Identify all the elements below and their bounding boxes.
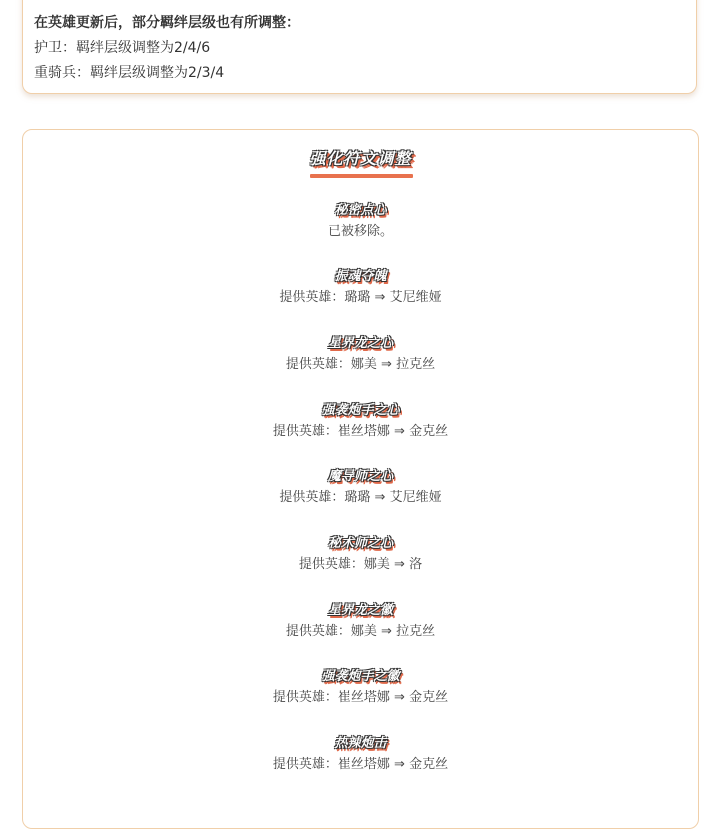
augment-name: 星界龙之心 <box>327 336 393 351</box>
augment-name: 振魂夺魄 <box>334 269 387 284</box>
augment-item <box>23 667 698 708</box>
augment-item <box>23 267 698 308</box>
bond-adjust-card <box>22 0 697 94</box>
augment-desc: 提供英雄：娜美 ⇒ 洛 <box>298 557 423 572</box>
section-title: 强化符文调整 <box>309 149 412 168</box>
augment-item <box>23 201 698 242</box>
bond-line-guardian: 护卫：羁绊层级调整为2/4/6 <box>34 40 211 56</box>
augment-name: 魔导师之心 <box>327 469 393 484</box>
augment-desc: 提供英雄：璐璐 ⇒ 艾尼维娅 <box>279 490 442 505</box>
augment-name: 秘术师之心 <box>327 536 393 551</box>
augment-desc: 提供英雄：崔丝塔娜 ⇒ 金克丝 <box>272 690 449 705</box>
augment-item <box>23 467 698 508</box>
bond-line-cavalier: 重骑兵：羁绊层级调整为2/3/4 <box>34 65 225 81</box>
augment-name: 强袭炮手之徽 <box>321 669 400 684</box>
augment-item <box>23 734 698 775</box>
augment-name: 强袭炮手之心 <box>321 403 400 418</box>
augment-desc: 提供英雄：娜美 ⇒ 拉克丝 <box>285 624 436 639</box>
augment-desc: 提供英雄：璐璐 ⇒ 艾尼维娅 <box>279 290 442 305</box>
augment-item <box>23 534 698 575</box>
augment-adjust-card <box>22 129 699 829</box>
augment-desc: 提供英雄：崔丝塔娜 ⇒ 金克丝 <box>272 424 449 439</box>
augment-name: 热辣炮击 <box>334 736 387 751</box>
augment-desc: 已被移除。 <box>327 224 393 239</box>
augment-desc: 提供英雄：娜美 ⇒ 拉克丝 <box>285 357 436 372</box>
bond-heading: 在英雄更新后，部分羁绊层级也有所调整： <box>34 15 300 31</box>
augment-name: 秘密点心 <box>334 203 387 218</box>
augment-item <box>23 401 698 442</box>
section-title-underline <box>310 174 413 178</box>
augment-item <box>23 334 698 375</box>
augment-item <box>23 601 698 642</box>
augment-name: 星界龙之徽 <box>327 603 393 618</box>
augment-desc: 提供英雄：崔丝塔娜 ⇒ 金克丝 <box>272 757 449 772</box>
